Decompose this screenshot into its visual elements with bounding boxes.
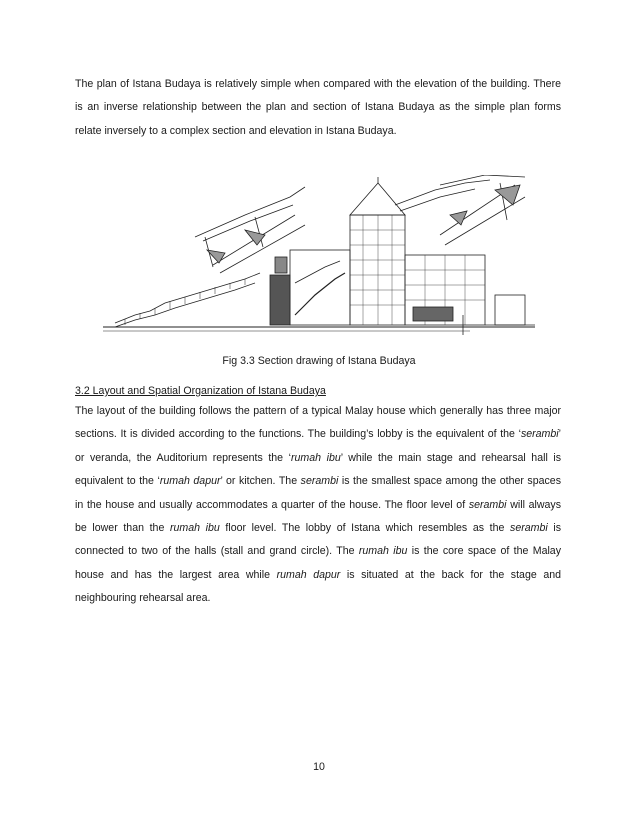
italic-term: rumah ibu (169, 522, 220, 535)
section-heading: 3.2 Layout and Spatial Organization of Istana Budaya (75, 385, 326, 397)
text-run: is the smallest space among the other spaces in the house and usually accommodates a quarter of the house. The floor level of (75, 475, 561, 511)
text-run: is connected to two of the halls (stall and grand circle). The (75, 522, 562, 558)
italic-term: rumah dapur (276, 568, 341, 581)
figure-caption: Fig 3.3 Section drawing of Istana Budaya (222, 355, 416, 367)
italic-term: rumah dapur (159, 475, 221, 488)
italic-term: serambi (510, 522, 548, 535)
italic-term: serambi (468, 498, 507, 511)
text-run: ’ or kitchen. The (220, 475, 301, 488)
italic-term: rumah ibu (358, 545, 408, 558)
text-run: ’ or veranda, the Auditorium represents the ‘ (75, 428, 561, 464)
italic-term: rumah ibu (291, 451, 341, 464)
section-drawing-image (95, 175, 543, 337)
text-run: floor level. The lobby of Istana which resembles as the (219, 522, 511, 535)
text-run: The layout of the building follows the pattern of a typical Malay house which generally has three major sections. It is divided according to the functions. The building’s lobby is the equivalent of the ‘ (75, 405, 561, 441)
italic-term: serambi (520, 428, 559, 441)
text-run: is the core space of the Malay house and has the largest area while (75, 545, 562, 581)
page-number: 10 (313, 761, 325, 773)
italic-term: serambi (300, 475, 339, 488)
intro-paragraph: The plan of Istana Budaya is relatively simple when compared with the elevation of the building. There is an inverse relationship between the plan and section of Istana Budaya as the simple plan forms relate inversely to a complex section and elevation in Istana Budaya. (75, 78, 561, 137)
text-run: is situated at the back for the stage and neighbouring rehearsal area. (75, 568, 561, 605)
text-run: ’ while the main stage and rehearsal hall is equivalent to the ‘ (75, 451, 562, 488)
section-paragraph (75, 400, 561, 611)
text-run: will always be lower than the (75, 498, 561, 535)
